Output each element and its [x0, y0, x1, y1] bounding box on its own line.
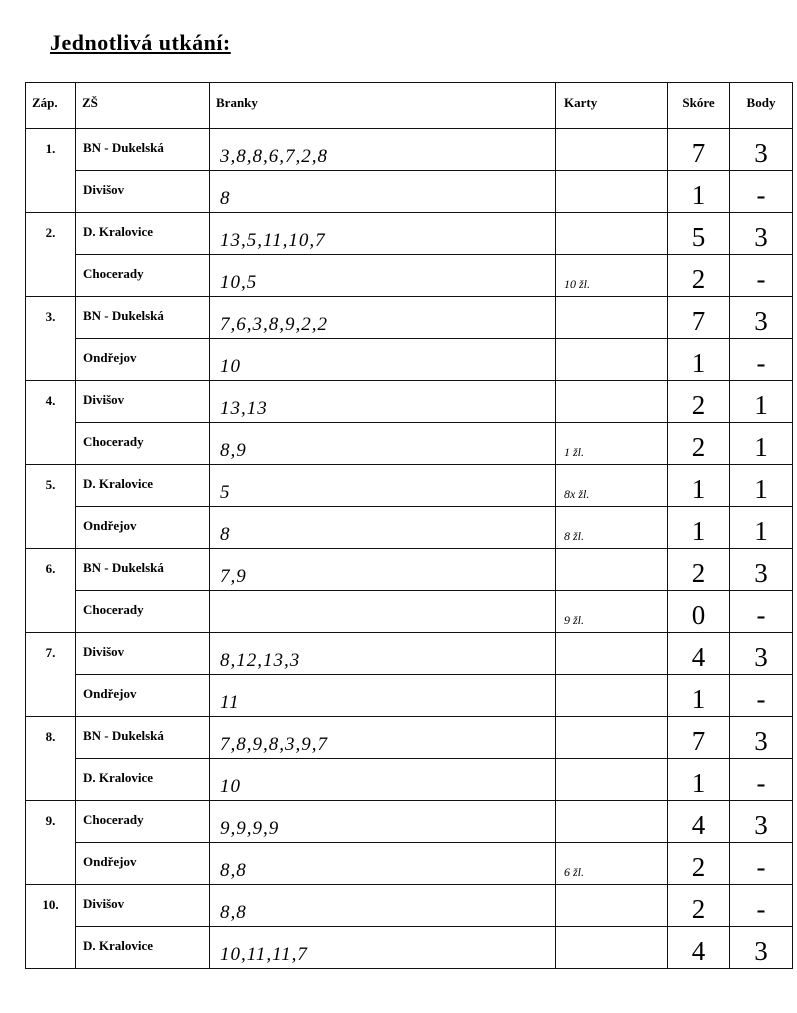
team-row: [26, 255, 793, 297]
score-cell: 1: [668, 339, 730, 381]
team-row: [26, 213, 793, 255]
match-number: 10.: [26, 885, 76, 969]
goals-cell: 8: [210, 171, 556, 213]
score-cell: 7: [668, 129, 730, 171]
cards-cell: 8x žl.: [556, 465, 668, 507]
team-row: [26, 885, 793, 927]
match-number: 3.: [26, 297, 76, 381]
team-row: [26, 927, 793, 969]
score-cell: 2: [668, 423, 730, 465]
team-name: Ondřejov: [76, 843, 210, 885]
team-row: [26, 129, 793, 171]
match-number: 5.: [26, 465, 76, 549]
score-cell: 1: [668, 507, 730, 549]
score-cell: 5: [668, 213, 730, 255]
score-cell: 2: [668, 843, 730, 885]
team-name: Chocerady: [76, 591, 210, 633]
team-row: [26, 633, 793, 675]
goals-cell: 13,5,11,10,7: [210, 213, 556, 255]
goals-cell: 8,12,13,3: [210, 633, 556, 675]
team-name: Ondřejov: [76, 507, 210, 549]
points-cell: 3: [730, 717, 793, 759]
cards-cell: [556, 717, 668, 759]
goals-cell: 8: [210, 507, 556, 549]
score-cell: 4: [668, 927, 730, 969]
cards-cell: [556, 171, 668, 213]
team-row: [26, 297, 793, 339]
team-row: [26, 339, 793, 381]
points-cell: 1: [730, 423, 793, 465]
team-row: [26, 843, 793, 885]
score-cell: 7: [668, 297, 730, 339]
team-row: [26, 381, 793, 423]
points-cell: 1: [730, 465, 793, 507]
team-row: [26, 423, 793, 465]
cards-cell: [556, 549, 668, 591]
points-cell: -: [730, 843, 793, 885]
score-cell: 1: [668, 675, 730, 717]
team-row: [26, 801, 793, 843]
team-name: D. Kralovice: [76, 465, 210, 507]
score-cell: 1: [668, 759, 730, 801]
cards-cell: 6 žl.: [556, 843, 668, 885]
points-cell: 3: [730, 129, 793, 171]
points-cell: -: [730, 675, 793, 717]
cards-cell: 8 žl.: [556, 507, 668, 549]
goals-cell: 7,9: [210, 549, 556, 591]
team-row: [26, 465, 793, 507]
team-row: [26, 549, 793, 591]
header-branky: Branky: [210, 83, 556, 129]
team-row: [26, 675, 793, 717]
score-cell: 4: [668, 633, 730, 675]
team-row: [26, 717, 793, 759]
score-cell: 7: [668, 717, 730, 759]
team-name: Divišov: [76, 171, 210, 213]
cards-cell: [556, 759, 668, 801]
header-body: Body: [730, 83, 793, 129]
points-cell: -: [730, 255, 793, 297]
goals-cell: 8,8: [210, 843, 556, 885]
cards-cell: [556, 381, 668, 423]
cards-cell: 1 žl.: [556, 423, 668, 465]
goals-cell: 9,9,9,9: [210, 801, 556, 843]
points-cell: 3: [730, 927, 793, 969]
points-cell: -: [730, 759, 793, 801]
cards-cell: [556, 927, 668, 969]
match-number: 4.: [26, 381, 76, 465]
points-cell: 3: [730, 549, 793, 591]
goals-cell: 7,6,3,8,9,2,2: [210, 297, 556, 339]
team-name: Chocerady: [76, 255, 210, 297]
points-cell: 3: [730, 633, 793, 675]
team-row: [26, 507, 793, 549]
points-cell: 1: [730, 507, 793, 549]
team-name: BN - Dukelská: [76, 549, 210, 591]
goals-cell: 7,8,9,8,3,9,7: [210, 717, 556, 759]
team-name: Divišov: [76, 381, 210, 423]
matches-table: [25, 82, 793, 969]
match-number: 9.: [26, 801, 76, 885]
team-name: Divišov: [76, 885, 210, 927]
score-cell: 4: [668, 801, 730, 843]
header-skore: Skóre: [668, 83, 730, 129]
cards-cell: [556, 213, 668, 255]
points-cell: -: [730, 171, 793, 213]
team-name: Divišov: [76, 633, 210, 675]
team-row: [26, 759, 793, 801]
header-zap: Záp.: [26, 83, 76, 129]
team-name: D. Kralovice: [76, 213, 210, 255]
points-cell: -: [730, 339, 793, 381]
page-title: Jednotlivá utkání:: [50, 30, 231, 55]
match-number: 2.: [26, 213, 76, 297]
score-cell: 1: [668, 465, 730, 507]
goals-cell: 8,9: [210, 423, 556, 465]
team-row: [26, 591, 793, 633]
score-cell: 2: [668, 255, 730, 297]
goals-cell: 8,8: [210, 885, 556, 927]
points-cell: 1: [730, 381, 793, 423]
cards-cell: [556, 297, 668, 339]
cards-cell: [556, 339, 668, 381]
match-number: 1.: [26, 129, 76, 213]
header-zs: ZŠ: [76, 83, 210, 129]
team-row: [26, 171, 793, 213]
cards-cell: [556, 801, 668, 843]
team-name: D. Kralovice: [76, 759, 210, 801]
goals-cell: 11: [210, 675, 556, 717]
points-cell: 3: [730, 801, 793, 843]
score-cell: 2: [668, 885, 730, 927]
cards-cell: [556, 129, 668, 171]
cards-cell: 9 žl.: [556, 591, 668, 633]
goals-cell: 3,8,8,6,7,2,8: [210, 129, 556, 171]
points-cell: 3: [730, 213, 793, 255]
cards-cell: [556, 885, 668, 927]
team-name: BN - Dukelská: [76, 717, 210, 759]
cards-cell: [556, 633, 668, 675]
score-cell: 2: [668, 549, 730, 591]
points-cell: 3: [730, 297, 793, 339]
team-name: D. Kralovice: [76, 927, 210, 969]
matches-body: [26, 129, 793, 969]
score-cell: 2: [668, 381, 730, 423]
goals-cell: 10: [210, 759, 556, 801]
goals-cell: 10,11,11,7: [210, 927, 556, 969]
header-karty: Karty: [556, 83, 668, 129]
goals-cell: 13,13: [210, 381, 556, 423]
goals-cell: 10: [210, 339, 556, 381]
match-number: 6.: [26, 549, 76, 633]
goals-cell: 5: [210, 465, 556, 507]
header-row: [26, 83, 793, 129]
goals-cell: 10,5: [210, 255, 556, 297]
score-cell: 1: [668, 171, 730, 213]
goals-cell: [210, 591, 556, 633]
points-cell: -: [730, 591, 793, 633]
team-name: Ondřejov: [76, 339, 210, 381]
team-name: Ondřejov: [76, 675, 210, 717]
team-name: Chocerady: [76, 423, 210, 465]
points-cell: -: [730, 885, 793, 927]
team-name: BN - Dukelská: [76, 129, 210, 171]
cards-cell: 10 žl.: [556, 255, 668, 297]
score-cell: 0: [668, 591, 730, 633]
match-number: 7.: [26, 633, 76, 717]
team-name: BN - Dukelská: [76, 297, 210, 339]
match-number: 8.: [26, 717, 76, 801]
team-name: Chocerady: [76, 801, 210, 843]
cards-cell: [556, 675, 668, 717]
